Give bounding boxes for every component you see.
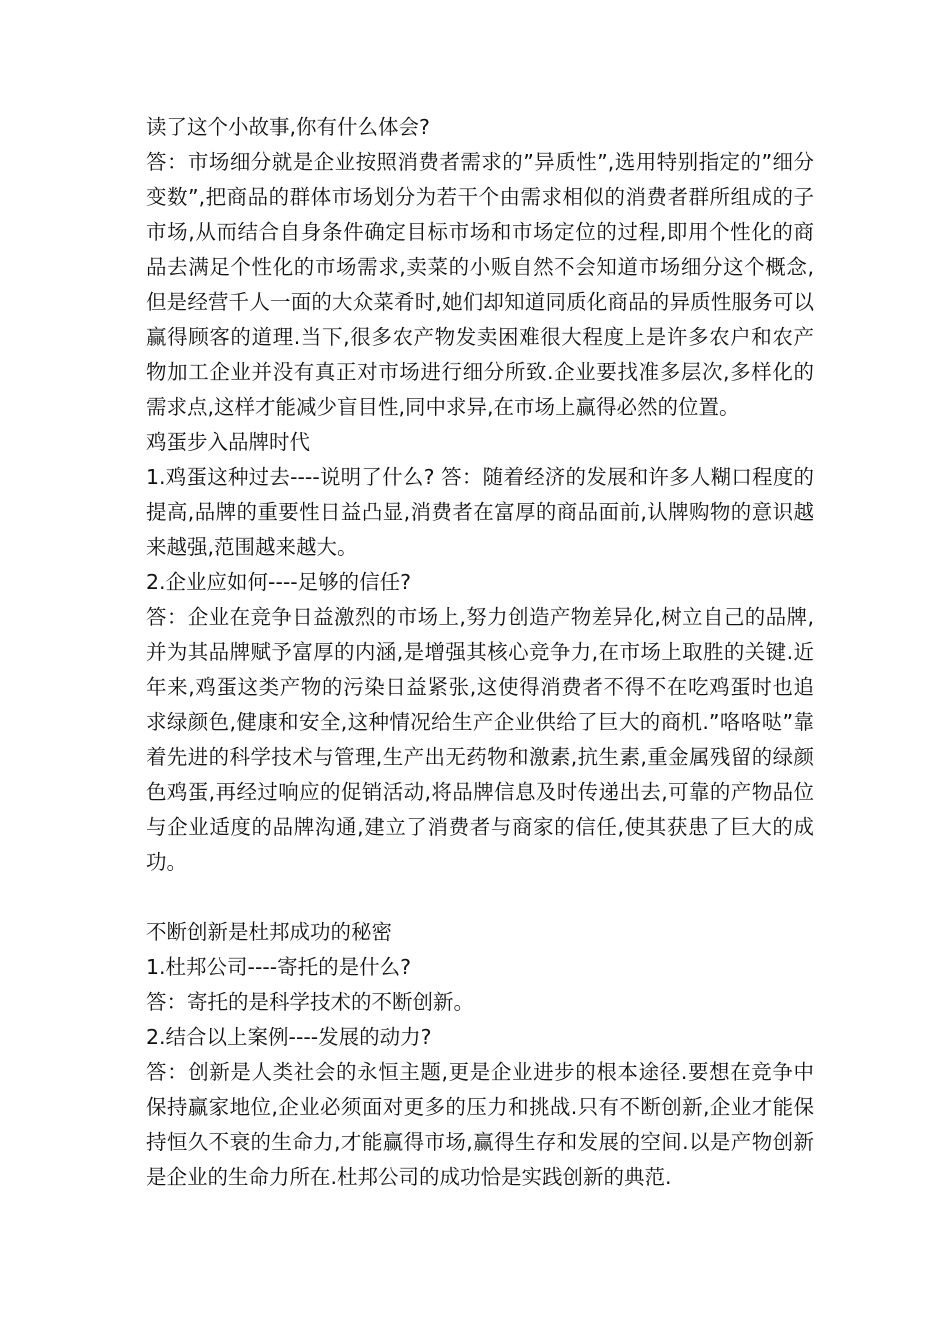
answer-paragraph: 答：寄托的是科学技术的不断创新。 <box>146 990 474 1014</box>
answer-paragraph: 答：企业在竞争日益激烈的市场上,努力创造产物差异化,树立自己的品牌,并为其品牌赋予富厚的内涵,是增强其核心竞争力,在市场上取胜的关键.近年来,鸡蛋这类产物的污染日益紧张,这使得消费者不得不在吃鸡蛋时也追求绿颜色,健康和安全,这种情况给生产企业供给了巨大的商机.”咯咯哒”靠着先进的科学技术与管理,生产出无药物和激素,抗生素,重金属残留的绿颜色鸡蛋,再经过响应的促销活动,将品牌信息及时传递出去,可靠的产物品位与企业适度的品牌沟通,建立了消费者与商家的信任,使其获患了巨大的成功。 <box>146 605 814 874</box>
question-heading: 2.结合以上案例----发展的动力? <box>146 1025 432 1049</box>
question-heading: 2.企业应如何----足够的信任? <box>146 570 412 594</box>
blank-line <box>146 880 814 915</box>
question-heading: 读了这个小故事,你有什么体会? <box>146 115 430 139</box>
question-answer-paragraph: 1.鸡蛋这种过去----说明了什么? 答：随着经济的发展和许多人糊口程度的提高,品牌的重要性日益凸显,消费者在富厚的商品面前,认牌购物的意识越来越强,范围越来越大。 <box>146 465 814 559</box>
document-body <box>146 110 814 1195</box>
question-heading: 1.杜邦公司----寄托的是什么? <box>146 955 412 979</box>
section-title: 鸡蛋步入品牌时代 <box>146 430 310 454</box>
section-title: 不断创新是杜邦成功的秘密 <box>146 920 392 944</box>
answer-paragraph: 答：创新是人类社会的永恒主题,更是企业进步的根本途径.要想在竞争中保持赢家地位,企业必须面对更多的压力和挑战.只有不断创新,企业才能保持恒久不衰的生命力,才能赢得市场,赢得生存和发展的空间.以是产物创新是企业的生命力所在.杜邦公司的成功恰是实践创新的典范. <box>146 1060 814 1189</box>
answer-paragraph: 答：市场细分就是企业按照消费者需求的”异质性”,选用特别指定的”细分变数”,把商品的群体市场划分为若干个由需求相似的消费者群所组成的子市场,从而结合自身条件确定目标市场和市场定位的过程,即用个性化的商品去满足个性化的市场需求,卖菜的小贩自然不会知道市场细分这个概念,但是经营千人一面的大众菜肴时,她们却知道同质化商品的异质性服务可以赢得顾客的道理.当下,很多农产物发卖困难很大程度上是许多农户和农产物加工企业并没有真正对市场进行细分所致.企业要找准多层次,多样化的需求点,这样才能减少盲目性,同中求异,在市场上赢得必然的位置。 <box>146 150 814 419</box>
